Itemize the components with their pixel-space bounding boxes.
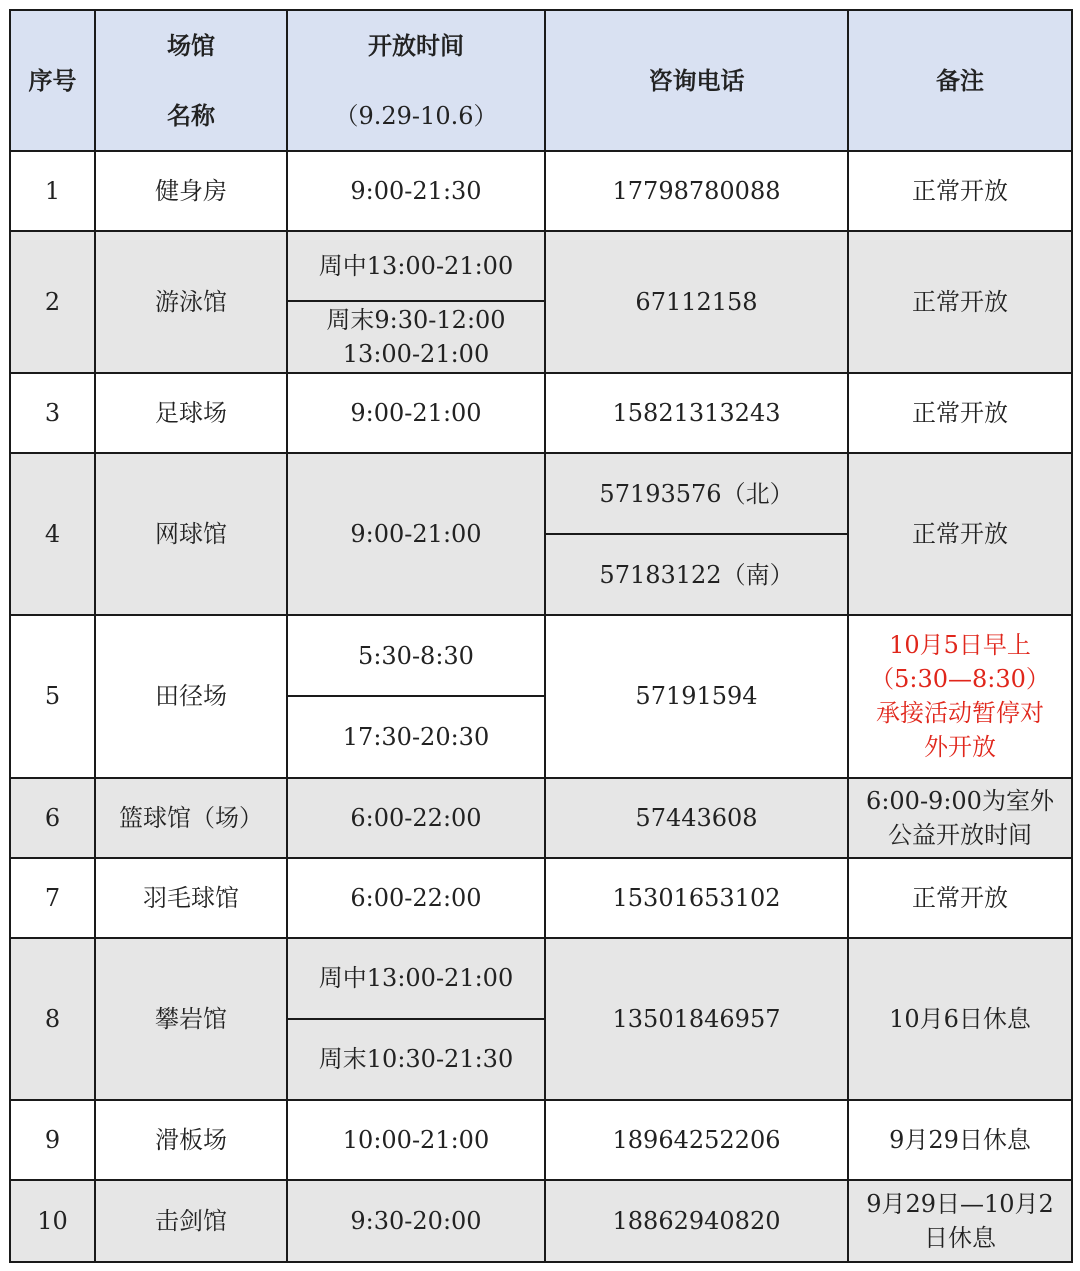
note-cell: 正常开放 bbox=[848, 151, 1072, 231]
note-cell: 6:00-9:00为室外 公益开放时间 bbox=[848, 778, 1072, 858]
table-row bbox=[10, 453, 1072, 534]
venue-name: 足球场 bbox=[95, 373, 287, 453]
venue-name: 滑板场 bbox=[95, 1100, 287, 1180]
opening-hours: 10:00-21:00 bbox=[287, 1100, 545, 1180]
table-row bbox=[10, 1100, 1072, 1180]
header-hours-line2: （9.29-10.6） bbox=[334, 101, 498, 130]
note-cell: 正常开放 bbox=[848, 858, 1072, 938]
row-number: 4 bbox=[10, 453, 95, 615]
phone-number: 15821313243 bbox=[545, 373, 848, 453]
header-hours-line1: 开放时间 bbox=[368, 30, 464, 60]
venue-name: 攀岩馆 bbox=[95, 938, 287, 1100]
phone-number: 57183122（南） bbox=[545, 534, 848, 615]
venue-schedule-table bbox=[9, 9, 1073, 1263]
opening-hours: 周中13:00-21:00 bbox=[287, 231, 545, 301]
opening-hours: 6:00-22:00 bbox=[287, 778, 545, 858]
phone-number: 18862940820 bbox=[545, 1180, 848, 1262]
opening-hours: 周末9:30-12:00 13:00-21:00 bbox=[287, 301, 545, 373]
note-cell: 9月29日—10月2 日休息 bbox=[848, 1180, 1072, 1262]
phone-number: 17798780088 bbox=[545, 151, 848, 231]
header-hours bbox=[287, 10, 545, 151]
table-row bbox=[10, 938, 1072, 1019]
header-venue-line1: 场馆 bbox=[167, 30, 215, 60]
note-cell: 正常开放 bbox=[848, 373, 1072, 453]
header-row bbox=[10, 10, 1072, 151]
row-number: 8 bbox=[10, 938, 95, 1100]
header-venue bbox=[95, 10, 287, 151]
venue-name: 羽毛球馆 bbox=[95, 858, 287, 938]
opening-hours: 5:30-8:30 bbox=[287, 615, 545, 696]
table-row bbox=[10, 615, 1072, 696]
row-number: 1 bbox=[10, 151, 95, 231]
phone-number: 57193576（北） bbox=[545, 453, 848, 534]
row-number: 10 bbox=[10, 1180, 95, 1262]
venue-name: 田径场 bbox=[95, 615, 287, 777]
note-cell: 9月29日休息 bbox=[848, 1100, 1072, 1180]
table-row bbox=[10, 1180, 1072, 1262]
phone-number: 67112158 bbox=[545, 231, 848, 373]
note-cell: 10月5日早上 （5:30—8:30） 承接活动暂停对 外开放 bbox=[848, 615, 1072, 777]
opening-hours: 9:00-21:30 bbox=[287, 151, 545, 231]
header-phone: 咨询电话 bbox=[545, 10, 848, 151]
phone-number: 18964252206 bbox=[545, 1100, 848, 1180]
venue-name: 网球馆 bbox=[95, 453, 287, 615]
opening-hours: 9:00-21:00 bbox=[287, 453, 545, 615]
row-number: 5 bbox=[10, 615, 95, 777]
row-number: 6 bbox=[10, 778, 95, 858]
note-cell: 10月6日休息 bbox=[848, 938, 1072, 1100]
venue-name: 健身房 bbox=[95, 151, 287, 231]
opening-hours: 17:30-20:30 bbox=[287, 696, 545, 777]
row-number: 2 bbox=[10, 231, 95, 373]
phone-number: 57191594 bbox=[545, 615, 848, 777]
table-row bbox=[10, 231, 1072, 301]
row-number: 9 bbox=[10, 1100, 95, 1180]
note-cell: 正常开放 bbox=[848, 231, 1072, 373]
opening-hours: 9:30-20:00 bbox=[287, 1180, 545, 1262]
note-cell: 正常开放 bbox=[848, 453, 1072, 615]
venue-name: 游泳馆 bbox=[95, 231, 287, 373]
phone-number: 13501846957 bbox=[545, 938, 848, 1100]
opening-hours: 周末10:30-21:30 bbox=[287, 1019, 545, 1100]
phone-number: 15301653102 bbox=[545, 858, 848, 938]
header-venue-line2: 名称 bbox=[167, 100, 215, 130]
table-row bbox=[10, 858, 1072, 938]
opening-hours: 6:00-22:00 bbox=[287, 858, 545, 938]
table-row bbox=[10, 151, 1072, 231]
header-no: 序号 bbox=[10, 10, 95, 151]
phone-number: 57443608 bbox=[545, 778, 848, 858]
header-note: 备注 bbox=[848, 10, 1072, 151]
venue-name: 篮球馆（场） bbox=[95, 778, 287, 858]
row-number: 7 bbox=[10, 858, 95, 938]
venue-name: 击剑馆 bbox=[95, 1180, 287, 1262]
table-row bbox=[10, 778, 1072, 858]
row-number: 3 bbox=[10, 373, 95, 453]
table-row bbox=[10, 373, 1072, 453]
opening-hours: 周中13:00-21:00 bbox=[287, 938, 545, 1019]
opening-hours: 9:00-21:00 bbox=[287, 373, 545, 453]
